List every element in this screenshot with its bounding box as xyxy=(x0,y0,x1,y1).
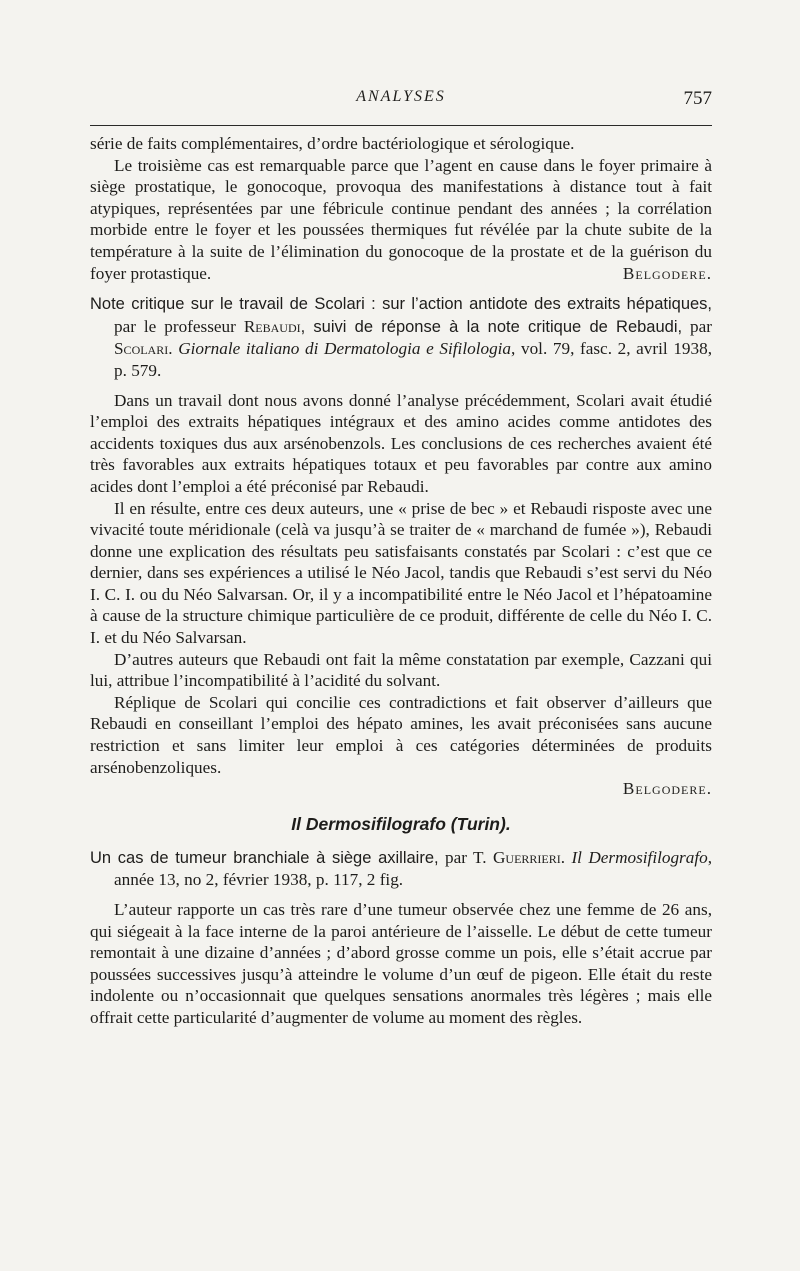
entry-by: par xyxy=(682,316,712,336)
signature: Belgodere. xyxy=(622,263,712,283)
entry-title: Un cas de tumeur branchiale à siège axillaire, xyxy=(90,848,439,867)
entry-author: Guerrieri xyxy=(492,847,561,867)
page-header xyxy=(90,88,712,118)
entry-title: Note critique sur le travail de Scolari : sur l’action antidote des extraits hépatiques, xyxy=(90,295,712,314)
journal-name: Il Dermosifilografo xyxy=(571,847,708,867)
paragraph: Dans un travail dont nous avons donné l’analyse précédemment, Scolari avait étudié l’emploi des extraits hépatiques intégraux et des amino acides comme antidotes des accidents toxiques dus aux arsénobenzols. Les conclusions de ces recherches avaient été très favorables aux extraits hépatiques totaux et peu favorables par contre aux amino acides dont l’emploi a été préconisé par Rebaudi. xyxy=(90,390,712,496)
header-rule xyxy=(90,125,712,126)
entry-author: Scolari xyxy=(114,339,169,359)
entry-title-continued: , suivi de réponse à la note critique de Rebaudi, xyxy=(300,317,683,336)
entry-author: Rebaudi xyxy=(243,316,301,336)
entry-reference: , vol. 79, fasc. 2, avril 1938, p. 579. xyxy=(114,339,712,380)
entry-heading xyxy=(90,293,712,381)
paragraph: L’auteur rapporte un cas très rare d’une tumeur observée chez une femme de 26 ans, qui siégeait à la face interne de la paroi antérieure de l’aisselle. Le début de cette tumeur remontait à une dizaine d’années ; d’abord grosse comme un pois, elle s’était accrue par poussées successives jusqu’à atteindre le volume d’un œuf de pigeon. Elle était du reste indolente ou n’occasionnait que quelques sensations anormales très légères ; mais elle offrait cette particularité d’augmenter de volume au moment des règles. xyxy=(90,900,712,1027)
signature: Belgodere. xyxy=(622,779,712,799)
entry-reference: , année 13, no 2, février 1938, p. 117, 2 fig. xyxy=(114,847,713,890)
entry-by: par le professeur xyxy=(114,316,244,336)
paragraph: Réplique de Scolari qui concilie ces contradictions et fait observer d’ailleurs que Rebaudi en conseillant l’emploi des hépato amines, les avait préconisées sans aucune restriction et sans limiter leur emploi à ces catégories déterminées de produits arsénobenzoliques. xyxy=(90,692,712,777)
paragraph: Le troisième cas est remarquable parce que l’agent en cause dans le foyer primaire à siège prostatique, le gonocoque, provoqua des manifestations à distance tout à fait atypiques, représentées par une fébricule continue pendant des années ; la corrélation morbide entre le foyer et les poussées thermiques fut révélée par la chute subite de la température à la suite de l’élimination du gonocoque de la prostate et de la guérison du foyer protastique. xyxy=(90,155,712,283)
paragraph: Il en résulte, entre ces deux auteurs, une « prise de bec » et Rebaudi risposte avec une vivacité toute méridionale (celà va jusqu’à se traiter de « marchand de fumée »), Rebaudi donne une explication des résultats peu satisfaisants constatés par Scolari : c’est que ce dernier, dans ses expériences a utilisé le Néo Jacol, tandis que Rebaudi s’est servi du Néo I. C. I. ou du Néo Salvarsan. Or, il y a incompatibilité entre le Néo Jacol et l’hépatoamine à cause de la structure chimique particulière de ce produit, différente de celle du Néo I. C. I. et du Néo Salvarsan. xyxy=(90,498,712,648)
continuation-paragraph: série de faits complémentaires, d’ordre bactériologique et sérologique. xyxy=(90,134,575,153)
entry-separator: . xyxy=(560,847,572,867)
page-number: 757 xyxy=(683,88,712,109)
page xyxy=(90,88,713,1027)
paragraph: D’autres auteurs que Rebaudi ont fait la même constatation par exemple, Cazzani qui lui, attribue l’incompatibilité à l’acidité du solvant. xyxy=(90,649,712,691)
journal-name: Giornale italiano di Dermatologia e Sifilologia xyxy=(178,339,512,359)
signature-line xyxy=(90,778,712,800)
entry-by: par T. xyxy=(438,847,493,867)
journal-section-heading: Il Dermosifilografo (Turin). xyxy=(291,813,511,834)
running-title: ANALYSES xyxy=(356,88,446,105)
body-text xyxy=(90,133,712,1029)
entry-heading xyxy=(90,847,712,891)
entry-separator: . xyxy=(168,339,179,359)
